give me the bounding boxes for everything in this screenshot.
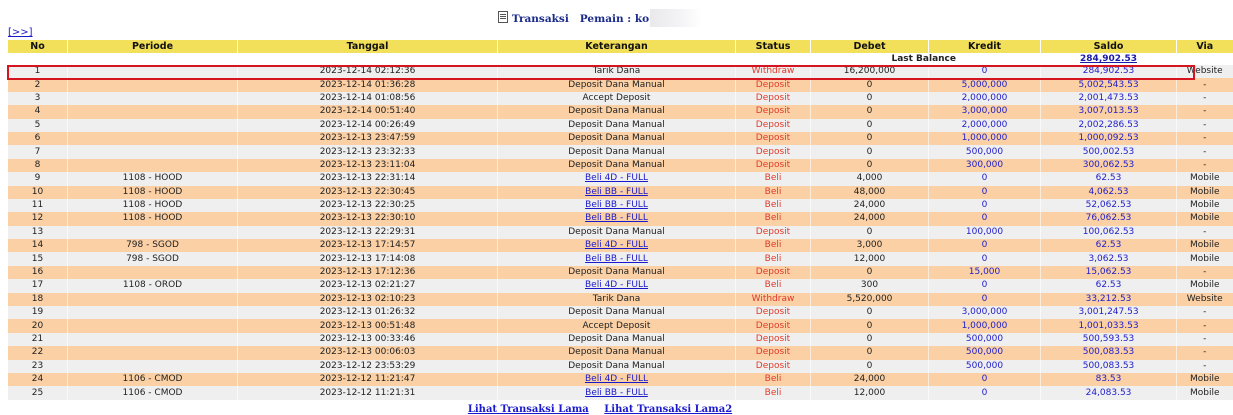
cell-debet: 0 [811, 360, 929, 373]
cell-kredit: 1,000,000 [929, 132, 1041, 145]
cell-keterangan: Deposit Dana Manual [498, 145, 736, 158]
cell-periode [68, 333, 238, 346]
cell-status: Withdraw [736, 65, 811, 78]
bet-detail-link[interactable]: Beli BB - FULL [585, 186, 648, 197]
cell-saldo: 83.53 [1041, 373, 1177, 386]
cell-status: Beli [736, 186, 811, 199]
table-row [8, 226, 1233, 239]
cell-keterangan: Tarik Dana [498, 293, 736, 306]
cell-no: 23 [8, 360, 68, 373]
cell-kredit: 0 [929, 239, 1041, 252]
cell-kredit: 0 [929, 172, 1041, 185]
cell-keterangan: Deposit Dana Manual [498, 119, 736, 132]
cell-via: Website [1177, 293, 1233, 306]
cell-via: - [1177, 360, 1233, 373]
bet-detail-link[interactable]: Beli BB - FULL [585, 200, 648, 211]
cell-keterangan [498, 386, 736, 399]
table-row [8, 212, 1233, 225]
cell-saldo: 284,902.53 [1041, 65, 1177, 78]
cell-saldo: 3,062.53 [1041, 252, 1177, 265]
cell-kredit: 500,000 [929, 346, 1041, 359]
cell-kredit: 1,000,000 [929, 319, 1041, 332]
cell-via: Website [1177, 65, 1233, 78]
cell-no: 12 [8, 212, 68, 225]
cell-via: - [1177, 333, 1233, 346]
column-header-status: Status [736, 40, 811, 53]
cell-saldo: 62.53 [1041, 239, 1177, 252]
cell-kredit: 300,000 [929, 159, 1041, 172]
cell-keterangan [498, 172, 736, 185]
table-header-row [8, 40, 1233, 53]
cell-no: 10 [8, 186, 68, 199]
cell-periode [68, 346, 238, 359]
cell-debet: 24,000 [811, 199, 929, 212]
cell-periode [68, 145, 238, 158]
cell-status: Deposit [736, 226, 811, 239]
cell-saldo: 1,001,033.53 [1041, 319, 1177, 332]
cell-tanggal: 2023-12-13 17:12:36 [238, 266, 498, 279]
cell-kredit: 100,000 [929, 226, 1041, 239]
table-row [8, 279, 1233, 292]
table-row [8, 252, 1233, 265]
old-transactions-link-2[interactable]: Lihat Transaksi Lama2 [604, 404, 733, 415]
cell-status: Deposit [736, 346, 811, 359]
cell-debet: 0 [811, 159, 929, 172]
table-row [8, 239, 1233, 252]
cell-status: Beli [736, 172, 811, 185]
table-row [8, 266, 1233, 279]
cell-periode: 798 - SGOD [68, 252, 238, 265]
cell-keterangan: Accept Deposit [498, 92, 736, 105]
cell-keterangan: Accept Deposit [498, 319, 736, 332]
cell-periode: 1108 - HOOD [68, 186, 238, 199]
column-header-debet: Debet [811, 40, 929, 53]
cell-status: Beli [736, 199, 811, 212]
column-header-tanggal: Tanggal [238, 40, 498, 53]
cell-debet: 4,000 [811, 172, 929, 185]
last-balance-label: Last Balance [8, 53, 1041, 65]
cell-tanggal: 2023-12-13 22:30:45 [238, 186, 498, 199]
cell-no: 24 [8, 373, 68, 386]
cell-via: Mobile [1177, 239, 1233, 252]
cell-saldo: 52,062.53 [1041, 199, 1177, 212]
cell-keterangan [498, 199, 736, 212]
cell-status: Beli [736, 252, 811, 265]
cell-no: 18 [8, 293, 68, 306]
cell-periode [68, 306, 238, 319]
cell-saldo: 62.53 [1041, 279, 1177, 292]
cell-periode: 1108 - HOOD [68, 172, 238, 185]
bet-detail-link[interactable]: Beli 4D - FULL [585, 173, 648, 184]
column-header-keterangan: Keterangan [498, 40, 736, 53]
cell-kredit: 3,000,000 [929, 306, 1041, 319]
cell-tanggal: 2023-12-12 11:21:31 [238, 386, 498, 399]
cell-kredit: 0 [929, 65, 1041, 78]
cell-tanggal: 2023-12-13 00:33:46 [238, 333, 498, 346]
cell-no: 1 [8, 65, 68, 78]
cell-periode: 1106 - CMOD [68, 373, 238, 386]
cell-status: Beli [736, 239, 811, 252]
cell-no: 4 [8, 105, 68, 118]
cell-status: Deposit [736, 119, 811, 132]
cell-debet: 0 [811, 132, 929, 145]
cell-keterangan [498, 373, 736, 386]
bet-detail-link[interactable]: Beli BB - FULL [585, 213, 648, 224]
cell-via: - [1177, 132, 1233, 145]
column-header-saldo: Saldo [1041, 40, 1177, 53]
cell-no: 6 [8, 132, 68, 145]
cell-periode [68, 105, 238, 118]
cell-no: 25 [8, 386, 68, 399]
cell-no: 11 [8, 199, 68, 212]
cell-keterangan: Deposit Dana Manual [498, 78, 736, 91]
cell-tanggal: 2023-12-13 17:14:08 [238, 252, 498, 265]
cell-via: Mobile [1177, 172, 1233, 185]
redacted-name [650, 9, 702, 27]
cell-via: - [1177, 306, 1233, 319]
cell-tanggal: 2023-12-13 02:21:27 [238, 279, 498, 292]
cell-kredit: 0 [929, 279, 1041, 292]
cell-no: 8 [8, 159, 68, 172]
last-balance-value[interactable]: 284,902.53 [1041, 53, 1177, 65]
cell-via: - [1177, 319, 1233, 332]
table-row [8, 346, 1233, 359]
cell-keterangan: Deposit Dana Manual [498, 105, 736, 118]
cell-tanggal: 2023-12-13 23:32:33 [238, 145, 498, 158]
table-row [8, 186, 1233, 199]
cell-tanggal: 2023-12-13 00:06:03 [238, 346, 498, 359]
column-header-no: No [8, 40, 68, 53]
cell-debet: 12,000 [811, 386, 929, 399]
cell-status: Deposit [736, 159, 811, 172]
cell-via: Mobile [1177, 279, 1233, 292]
cell-saldo: 4,062.53 [1041, 186, 1177, 199]
cell-via: Mobile [1177, 212, 1233, 225]
cell-kredit: 0 [929, 386, 1041, 399]
cell-debet: 0 [811, 145, 929, 158]
title-text: Transaksi [511, 13, 569, 25]
cell-tanggal: 2023-12-13 23:47:59 [238, 132, 498, 145]
cell-saldo: 500,083.53 [1041, 360, 1177, 373]
cell-kredit: 2,000,000 [929, 119, 1041, 132]
cell-status: Deposit [736, 266, 811, 279]
cell-debet: 24,000 [811, 212, 929, 225]
cell-no: 9 [8, 172, 68, 185]
table-row [8, 293, 1233, 306]
table-row [8, 386, 1233, 399]
table-row [8, 333, 1233, 346]
cell-keterangan [498, 212, 736, 225]
cell-tanggal: 2023-12-13 01:26:32 [238, 306, 498, 319]
table-row [8, 199, 1233, 212]
cell-tanggal: 2023-12-12 11:21:47 [238, 373, 498, 386]
cell-status: Beli [736, 373, 811, 386]
cell-debet: 0 [811, 346, 929, 359]
cell-tanggal: 2023-12-14 02:12:36 [238, 65, 498, 78]
cell-no: 17 [8, 279, 68, 292]
cell-saldo: 3,001,247.53 [1041, 306, 1177, 319]
cell-kredit: 0 [929, 293, 1041, 306]
table-row [8, 105, 1233, 118]
cell-tanggal: 2023-12-13 22:31:14 [238, 172, 498, 185]
last-balance-row [8, 53, 1233, 65]
cell-keterangan: Deposit Dana Manual [498, 159, 736, 172]
table-row [8, 159, 1233, 172]
cell-periode [68, 78, 238, 91]
cell-no: 13 [8, 226, 68, 239]
cell-periode [68, 65, 238, 78]
cell-debet: 0 [811, 105, 929, 118]
table-row [8, 373, 1233, 386]
next-page-link[interactable]: [>>] [8, 27, 33, 38]
cell-saldo: 62.53 [1041, 172, 1177, 185]
cell-saldo: 5,002,543.53 [1041, 78, 1177, 91]
cell-tanggal: 2023-12-13 17:14:57 [238, 239, 498, 252]
cell-no: 21 [8, 333, 68, 346]
cell-via: Mobile [1177, 186, 1233, 199]
bet-detail-link[interactable]: Beli BB - FULL [585, 253, 648, 264]
cell-debet: 0 [811, 319, 929, 332]
table-row [8, 92, 1233, 105]
table-row [8, 172, 1233, 185]
cell-periode: 1106 - CMOD [68, 386, 238, 399]
cell-keterangan: Deposit Dana Manual [498, 360, 736, 373]
cell-debet: 0 [811, 119, 929, 132]
cell-debet: 12,000 [811, 252, 929, 265]
cell-keterangan [498, 252, 736, 265]
cell-status: Deposit [736, 132, 811, 145]
cell-debet: 0 [811, 306, 929, 319]
cell-no: 2 [8, 78, 68, 91]
bet-detail-link[interactable]: Beli BB - FULL [585, 387, 648, 398]
cell-saldo: 3,007,013.53 [1041, 105, 1177, 118]
cell-saldo: 2,001,473.53 [1041, 92, 1177, 105]
cell-via: - [1177, 78, 1233, 91]
cell-no: 22 [8, 346, 68, 359]
cell-via: - [1177, 346, 1233, 359]
cell-keterangan [498, 186, 736, 199]
cell-saldo: 500,083.53 [1041, 346, 1177, 359]
cell-via: - [1177, 92, 1233, 105]
cell-tanggal: 2023-12-14 00:51:40 [238, 105, 498, 118]
cell-tanggal: 2023-12-13 23:11:04 [238, 159, 498, 172]
cell-periode: 1108 - OROD [68, 279, 238, 292]
table-row [8, 119, 1233, 132]
cell-status: Beli [736, 279, 811, 292]
cell-saldo: 1,000,092.53 [1041, 132, 1177, 145]
cell-debet: 5,520,000 [811, 293, 929, 306]
cell-no: 5 [8, 119, 68, 132]
cell-status: Deposit [736, 360, 811, 373]
cell-saldo: 2,002,286.53 [1041, 119, 1177, 132]
cell-via: - [1177, 159, 1233, 172]
cell-kredit: 0 [929, 186, 1041, 199]
cell-saldo: 24,083.53 [1041, 386, 1177, 399]
cell-debet: 48,000 [811, 186, 929, 199]
cell-status: Beli [736, 386, 811, 399]
cell-via: - [1177, 226, 1233, 239]
table-row [8, 65, 1233, 78]
cell-periode [68, 159, 238, 172]
cell-status: Withdraw [736, 293, 811, 306]
column-header-via: Via [1177, 40, 1233, 53]
bet-detail-link[interactable]: Beli 4D - FULL [585, 240, 648, 251]
footer-links [0, 404, 1200, 415]
cell-no: 15 [8, 252, 68, 265]
cell-keterangan [498, 239, 736, 252]
player-label: Pemain : ko [579, 13, 650, 25]
cell-kredit: 2,000,000 [929, 92, 1041, 105]
cell-tanggal: 2023-12-13 02:10:23 [238, 293, 498, 306]
cell-via: Mobile [1177, 252, 1233, 265]
cell-status: Deposit [736, 105, 811, 118]
cell-keterangan: Deposit Dana Manual [498, 266, 736, 279]
cell-kredit: 3,000,000 [929, 105, 1041, 118]
cell-kredit: 0 [929, 252, 1041, 265]
cell-saldo: 15,062.53 [1041, 266, 1177, 279]
cell-kredit: 0 [929, 373, 1041, 386]
cell-no: 20 [8, 319, 68, 332]
cell-periode: 1108 - HOOD [68, 199, 238, 212]
cell-via: - [1177, 119, 1233, 132]
cell-status: Deposit [736, 333, 811, 346]
cell-periode: 798 - SGOD [68, 239, 238, 252]
cell-keterangan: Deposit Dana Manual [498, 333, 736, 346]
cell-status: Deposit [736, 306, 811, 319]
cell-via: Mobile [1177, 386, 1233, 399]
column-header-kredit: Kredit [929, 40, 1041, 53]
cell-saldo: 500,593.53 [1041, 333, 1177, 346]
table-row [8, 132, 1233, 145]
cell-status: Deposit [736, 78, 811, 91]
cell-tanggal: 2023-12-13 22:30:10 [238, 212, 498, 225]
cell-tanggal: 2023-12-14 01:08:56 [238, 92, 498, 105]
cell-no: 14 [8, 239, 68, 252]
cell-status: Deposit [736, 145, 811, 158]
cell-debet: 300 [811, 279, 929, 292]
cell-periode [68, 226, 238, 239]
cell-no: 16 [8, 266, 68, 279]
cell-kredit: 500,000 [929, 145, 1041, 158]
cell-keterangan: Deposit Dana Manual [498, 306, 736, 319]
cell-debet: 0 [811, 226, 929, 239]
cell-debet: 0 [811, 78, 929, 91]
cell-tanggal: 2023-12-13 00:51:48 [238, 319, 498, 332]
cell-periode [68, 319, 238, 332]
cell-saldo: 500,002.53 [1041, 145, 1177, 158]
cell-debet: 0 [811, 333, 929, 346]
cell-status: Deposit [736, 92, 811, 105]
cell-saldo: 100,062.53 [1041, 226, 1177, 239]
bet-detail-link[interactable]: Beli 4D - FULL [585, 374, 648, 385]
cell-debet: 16,200,000 [811, 65, 929, 78]
cell-status: Deposit [736, 319, 811, 332]
cell-kredit: 0 [929, 212, 1041, 225]
cell-periode: 1108 - HOOD [68, 212, 238, 225]
table-row [8, 319, 1233, 332]
cell-debet: 0 [811, 92, 929, 105]
cell-keterangan [498, 279, 736, 292]
cell-kredit: 500,000 [929, 333, 1041, 346]
cell-keterangan: Deposit Dana Manual [498, 226, 736, 239]
cell-keterangan: Tarik Dana [498, 65, 736, 78]
cell-keterangan: Deposit Dana Manual [498, 346, 736, 359]
document-icon [498, 11, 508, 23]
cell-tanggal: 2023-12-13 22:30:25 [238, 199, 498, 212]
cell-debet: 3,000 [811, 239, 929, 252]
cell-saldo: 76,062.53 [1041, 212, 1177, 225]
cell-tanggal: 2023-12-13 22:29:31 [238, 226, 498, 239]
cell-periode [68, 92, 238, 105]
cell-periode [68, 119, 238, 132]
cell-keterangan: Deposit Dana Manual [498, 132, 736, 145]
cell-periode [68, 293, 238, 306]
cell-tanggal: 2023-12-14 00:26:49 [238, 119, 498, 132]
cell-kredit: 0 [929, 199, 1041, 212]
cell-via: - [1177, 266, 1233, 279]
cell-saldo: 33,212.53 [1041, 293, 1177, 306]
cell-via: Mobile [1177, 199, 1233, 212]
transaction-table [7, 40, 1233, 400]
column-header-periode: Periode [68, 40, 238, 53]
table-row [8, 306, 1233, 319]
cell-status: Beli [736, 212, 811, 225]
cell-tanggal: 2023-12-12 23:53:29 [238, 360, 498, 373]
cell-kredit: 15,000 [929, 266, 1041, 279]
cell-debet: 24,000 [811, 373, 929, 386]
cell-periode [68, 266, 238, 279]
cell-kredit: 500,000 [929, 360, 1041, 373]
cell-debet: 0 [811, 266, 929, 279]
last-balance-empty [1177, 53, 1233, 65]
cell-no: 19 [8, 306, 68, 319]
old-transactions-link[interactable]: Lihat Transaksi Lama [467, 404, 589, 415]
page-title [0, 9, 1200, 27]
table-row [8, 360, 1233, 373]
table-row [8, 78, 1233, 91]
bet-detail-link[interactable]: Beli 4D - FULL [585, 280, 648, 291]
cell-kredit: 5,000,000 [929, 78, 1041, 91]
cell-via: - [1177, 145, 1233, 158]
cell-periode [68, 360, 238, 373]
table-row [8, 145, 1233, 158]
cell-via: - [1177, 105, 1233, 118]
cell-no: 3 [8, 92, 68, 105]
cell-saldo: 300,062.53 [1041, 159, 1177, 172]
cell-no: 7 [8, 145, 68, 158]
cell-tanggal: 2023-12-14 01:36:28 [238, 78, 498, 91]
cell-via: Mobile [1177, 373, 1233, 386]
cell-periode [68, 132, 238, 145]
